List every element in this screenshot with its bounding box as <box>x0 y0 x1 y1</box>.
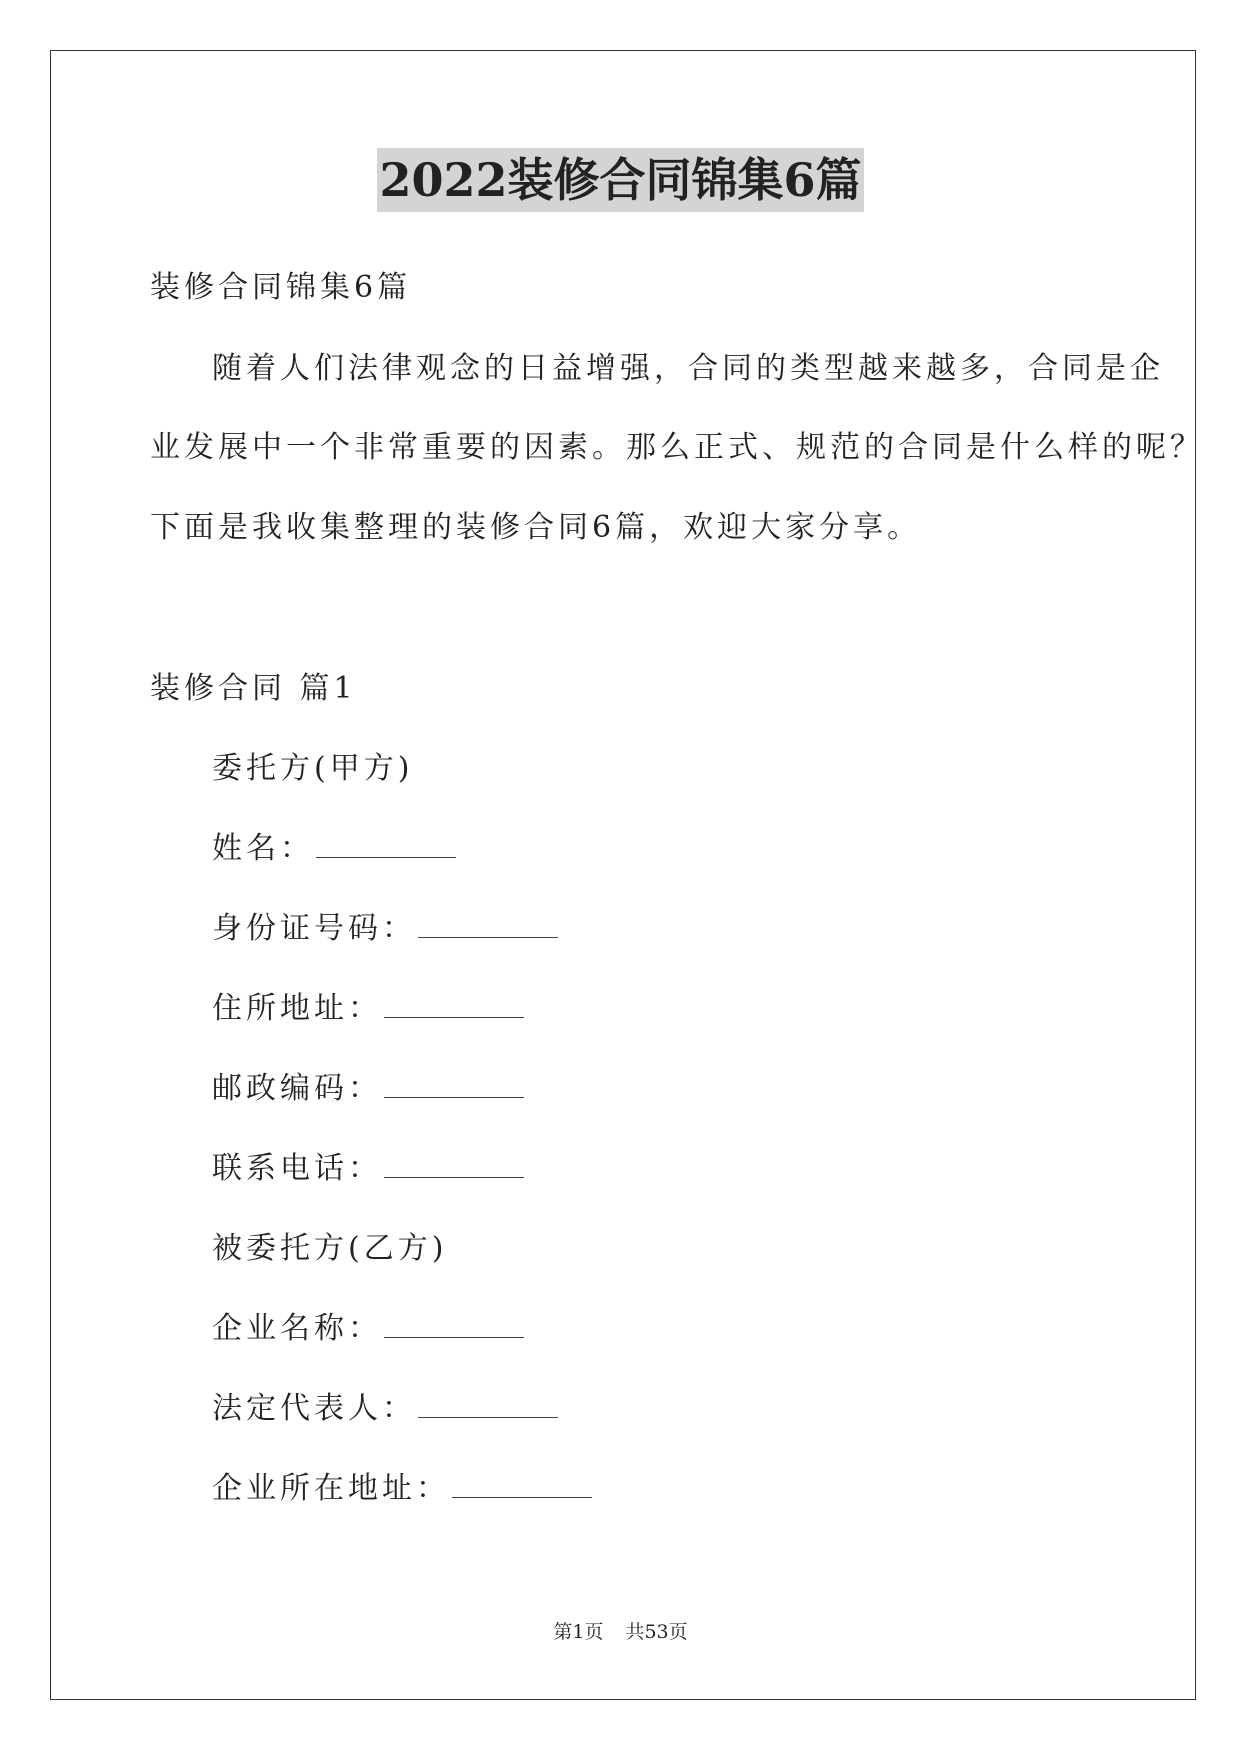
phone-blank <box>384 1151 524 1178</box>
company-name-label: 企业名称： <box>212 1311 382 1346</box>
id-number-label: 身份证号码： <box>212 911 416 946</box>
page-footer <box>0 1620 1241 1644</box>
company-address-blank <box>452 1471 592 1498</box>
legal-rep-label: 法定代表人： <box>212 1391 416 1426</box>
legal-rep-field-row <box>212 1389 558 1429</box>
phone-field-row <box>212 1149 524 1189</box>
page-number-total: 共53页 <box>625 1621 688 1643</box>
company-field-row <box>212 1309 524 1349</box>
postcode-field-row <box>212 1069 524 1109</box>
company-name-blank <box>384 1311 524 1338</box>
legal-rep-blank <box>418 1391 558 1418</box>
party-b-heading: 被委托方(乙方) <box>212 1231 448 1266</box>
intro-line-1: 随着人们法律观念的日益增强，合同的类型越来越多，合同是企 <box>212 351 1164 386</box>
company-address-field-row <box>212 1469 592 1509</box>
name-blank <box>316 831 456 858</box>
document-subtitle: 装修合同锦集6篇 <box>150 270 412 305</box>
address-blank <box>384 991 524 1018</box>
document-title: 2022装修合同锦集6篇 <box>377 148 863 212</box>
section-heading: 装修合同 篇1 <box>150 671 357 706</box>
address-field-row <box>212 989 524 1029</box>
name-label: 姓名： <box>212 831 314 866</box>
postcode-label: 邮政编码： <box>212 1071 382 1106</box>
intro-line-3: 下面是我收集整理的装修合同6篇，欢迎大家分享。 <box>150 510 922 545</box>
phone-label: 联系电话： <box>212 1151 382 1186</box>
intro-line-2: 业发展中一个非常重要的因素。那么正式、规范的合同是什么样的呢？ <box>150 430 1204 465</box>
company-address-label: 企业所在地址： <box>212 1471 450 1506</box>
party-a-heading: 委托方(甲方) <box>212 751 414 786</box>
title-container <box>0 148 1241 212</box>
id-field-row <box>212 909 558 949</box>
address-label: 住所地址： <box>212 991 382 1026</box>
page-number-current: 第1页 <box>553 1621 604 1643</box>
postcode-blank <box>384 1071 524 1098</box>
name-field-row <box>212 829 456 869</box>
id-number-blank <box>418 911 558 938</box>
